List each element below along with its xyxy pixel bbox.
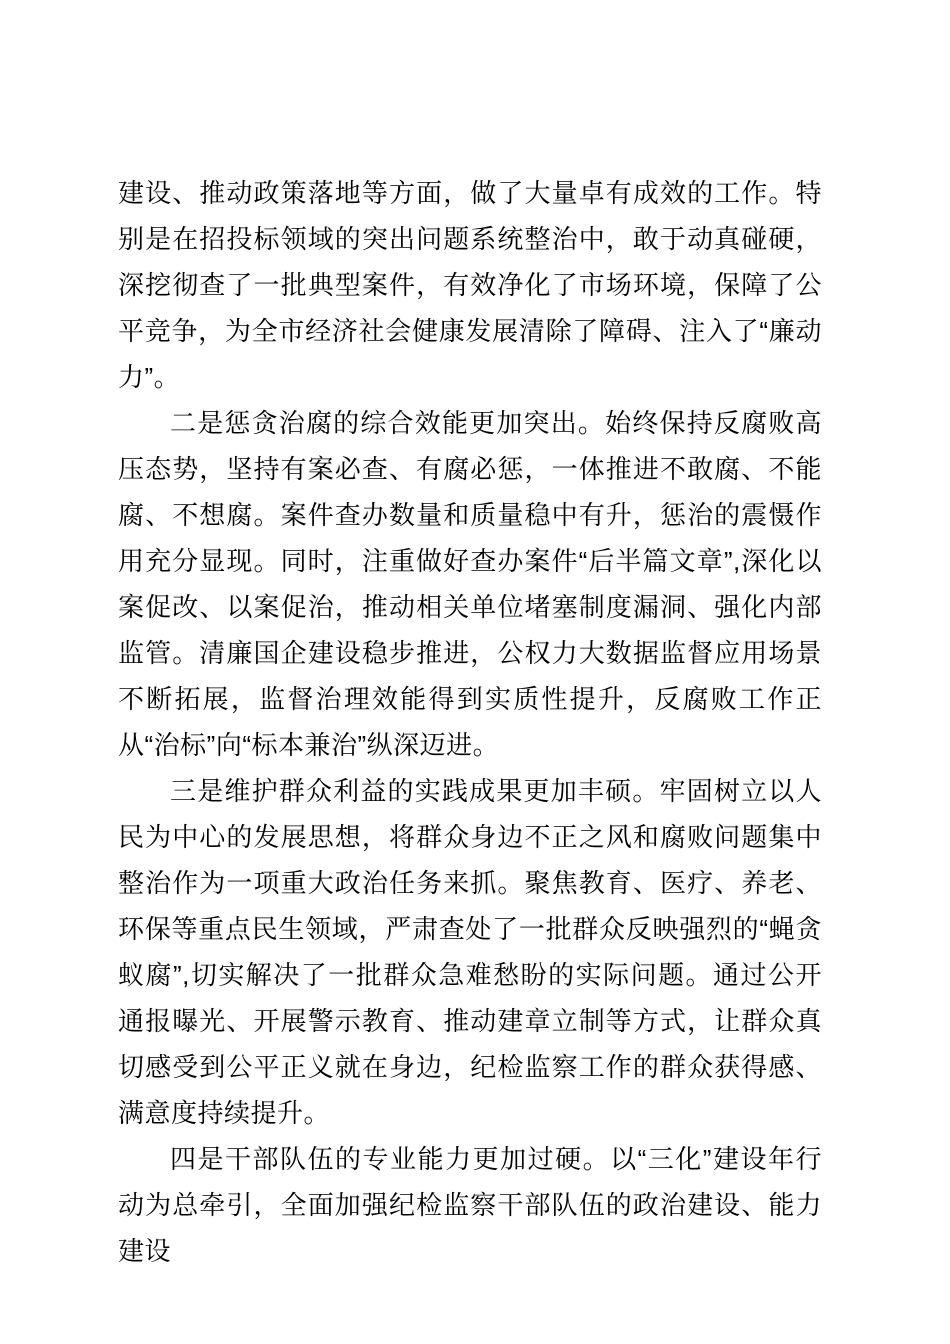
paragraph-point-four: 四是干部队伍的专业能力更加过硬。以“三化”建设年行动为总牵引，全面加强纪检监察干部队伍的政治建设、能力建设 xyxy=(118,1144,822,1266)
paragraph-point-three: 三是维护群众利益的实践成果更加丰硕。牢固树立以人民为中心的发展思想，将群众身边不正之风和腐败问题集中整治作为一项重大政治任务来抓。聚焦教育、医疗、养老、环保等重点民生领域，严肃查处了一批群众反映强烈的“蝇贪蚁腐”,切实解决了一批群众急难愁盼的实际问题。通过公开通报曝光、开展警示教育、推动建章立制等方式，让群众真切感受到公平正义就在身边，纪检监察工作的群众获得感、满意度持续提升。 xyxy=(118,776,822,1128)
paragraph-point-two: 二是惩贪治腐的综合效能更加突出。始终保持反腐败高压态势，坚持有案必查、有腐必惩，一体推进不敢腐、不能腐、不想腐。案件查办数量和质量稳中有升，惩治的震慑作用充分显现。同时，注重做好查办案件“后半篇文章”,深化以案促改、以案促治，推动相关单位堵塞制度漏洞、强化内部监管。清廉国企建设稳步推进，公权力大数据监督应用场景不断拓展，监督治理效能得到实质性提升，反腐败工作正从“治标”向“标本兼治”纵深迈进。 xyxy=(118,408,822,760)
paragraph-continuation: 建设、推动政策落地等方面，做了大量卓有成效的工作。特别是在招投标领域的突出问题系统整治中，敢于动真碰硬，深挖彻查了一批典型案件，有效净化了市场环境，保障了公平竞争，为全市经济社会健康发展清除了障碍、注入了“廉动力”。 xyxy=(118,178,822,392)
document-body-text xyxy=(118,170,822,1274)
